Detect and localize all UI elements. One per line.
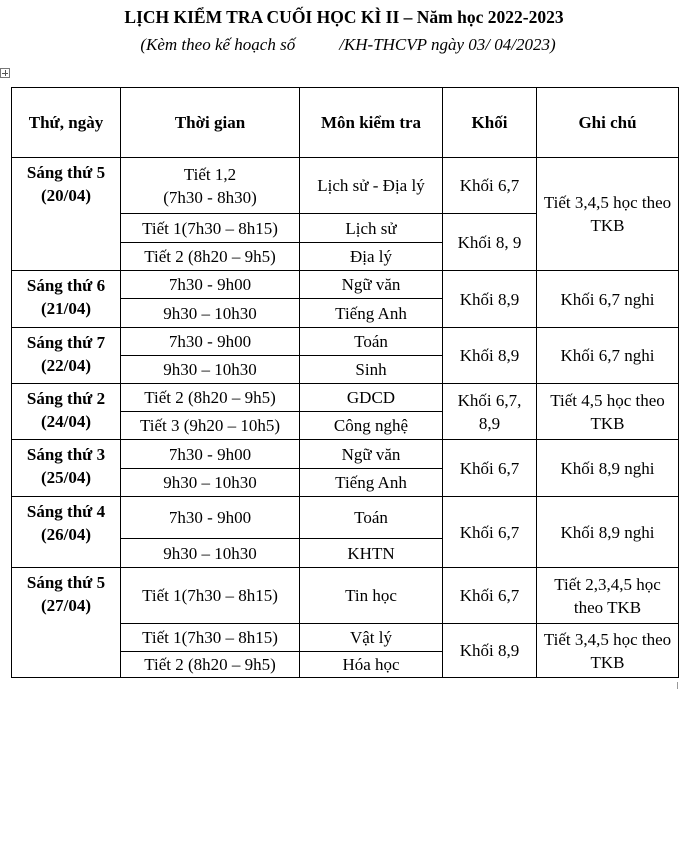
header-subject: Môn kiểm tra (300, 88, 443, 158)
table-row (12, 384, 679, 412)
subject-cell: Toán (300, 328, 443, 356)
time-cell: Tiết 2 (8h20 – 9h5) (121, 652, 300, 678)
subtitle-plan-ref: (Kèm theo kế hoạch số (140, 35, 296, 54)
note-cell: Tiết 3,4,5 học theo TKB (537, 158, 679, 271)
subtitle-plan-date: /KH-THCVP ngày 03/ 04/2023) (339, 35, 556, 54)
table-row (12, 158, 679, 214)
title-year: Năm học 2022-2023 (416, 7, 564, 27)
document-title (0, 6, 696, 28)
grade-cell: Khối 8, 9 (443, 214, 537, 271)
grade-cell: Khối 6,7 (443, 568, 537, 624)
time-cell: 9h30 – 10h30 (121, 356, 300, 384)
day-cell: Sáng thứ 5 (27/04) (12, 568, 121, 678)
day-cell: Sáng thứ 7 (22/04) (12, 328, 121, 384)
table-row (12, 497, 679, 539)
subject-cell: KHTN (300, 539, 443, 568)
note-cell: Khối 8,9 nghi (537, 497, 679, 568)
grade-cell: Khối 8,9 (443, 328, 537, 384)
time-cell: 9h30 – 10h30 (121, 469, 300, 497)
table-header-row (12, 88, 679, 158)
subject-cell: Tiếng Anh (300, 299, 443, 328)
header-day: Thứ, ngày (12, 88, 121, 158)
time-cell: 9h30 – 10h30 (121, 539, 300, 568)
grade-cell: Khối 8,9 (443, 271, 537, 328)
time-cell: Tiết 2 (8h20 – 9h5) (121, 243, 300, 271)
note-cell: Tiết 2,3,4,5 học theo TKB (537, 568, 679, 624)
note-cell: Khối 6,7 nghi (537, 328, 679, 384)
time-cell: 7h30 - 9h00 (121, 440, 300, 469)
subject-cell: Sinh (300, 356, 443, 384)
time-cell: Tiết 1,2 (7h30 - 8h30) (121, 158, 300, 214)
time-cell: 7h30 - 9h00 (121, 497, 300, 539)
day-cell: Sáng thứ 6 (21/04) (12, 271, 121, 328)
table-row (12, 568, 679, 624)
note-cell: Tiết 3,4,5 học theo TKB (537, 624, 679, 678)
time-cell: Tiết 1(7h30 – 8h15) (121, 624, 300, 652)
subject-cell: Ngữ văn (300, 271, 443, 299)
grade-cell: Khối 6,7 (443, 158, 537, 214)
time-cell: 9h30 – 10h30 (121, 299, 300, 328)
header-grade: Khối (443, 88, 537, 158)
time-cell: Tiết 1(7h30 – 8h15) (121, 568, 300, 624)
subject-cell: Lịch sử - Địa lý (300, 158, 443, 214)
time-cell: Tiết 2 (8h20 – 9h5) (121, 384, 300, 412)
note-cell: Tiết 4,5 học theo TKB (537, 384, 679, 440)
grade-cell: Khối 8,9 (443, 624, 537, 678)
grade-cell: Khối 6,7 (443, 440, 537, 497)
header-time: Thời gian (121, 88, 300, 158)
subject-cell: Tin học (300, 568, 443, 624)
day-cell: Sáng thứ 5 (20/04) (12, 158, 121, 271)
subject-cell: Tiếng Anh (300, 469, 443, 497)
time-cell: Tiết 1(7h30 – 8h15) (121, 214, 300, 243)
day-cell: Sáng thứ 2 (24/04) (12, 384, 121, 440)
table-row (12, 440, 679, 469)
subject-cell: Vật lý (300, 624, 443, 652)
document-subtitle (0, 34, 696, 56)
subject-cell: Hóa học (300, 652, 443, 678)
day-cell: Sáng thứ 4 (26/04) (12, 497, 121, 568)
time-cell: 7h30 - 9h00 (121, 271, 300, 299)
subject-cell: Địa lý (300, 243, 443, 271)
subject-cell: GDCD (300, 384, 443, 412)
subject-cell: Công nghệ (300, 412, 443, 440)
subject-cell: Toán (300, 497, 443, 539)
table-resize-handle[interactable] (677, 682, 678, 689)
header-note: Ghi chú (537, 88, 679, 158)
table-move-handle-icon[interactable] (0, 68, 10, 78)
note-cell: Khối 8,9 nghi (537, 440, 679, 497)
table-row (12, 271, 679, 299)
subject-cell: Ngữ văn (300, 440, 443, 469)
grade-cell: Khối 6,7 (443, 497, 537, 568)
day-cell: Sáng thứ 3 (25/04) (12, 440, 121, 497)
exam-schedule-table (11, 87, 679, 678)
table-row (12, 328, 679, 356)
time-cell: Tiết 3 (9h20 – 10h5) (121, 412, 300, 440)
grade-cell: Khối 6,7, 8,9 (443, 384, 537, 440)
note-cell: Khối 6,7 nghi (537, 271, 679, 328)
title-main: LỊCH KIỂM TRA CUỐI HỌC KÌ II – (124, 7, 417, 27)
subject-cell: Lịch sử (300, 214, 443, 243)
time-cell: 7h30 - 9h00 (121, 328, 300, 356)
